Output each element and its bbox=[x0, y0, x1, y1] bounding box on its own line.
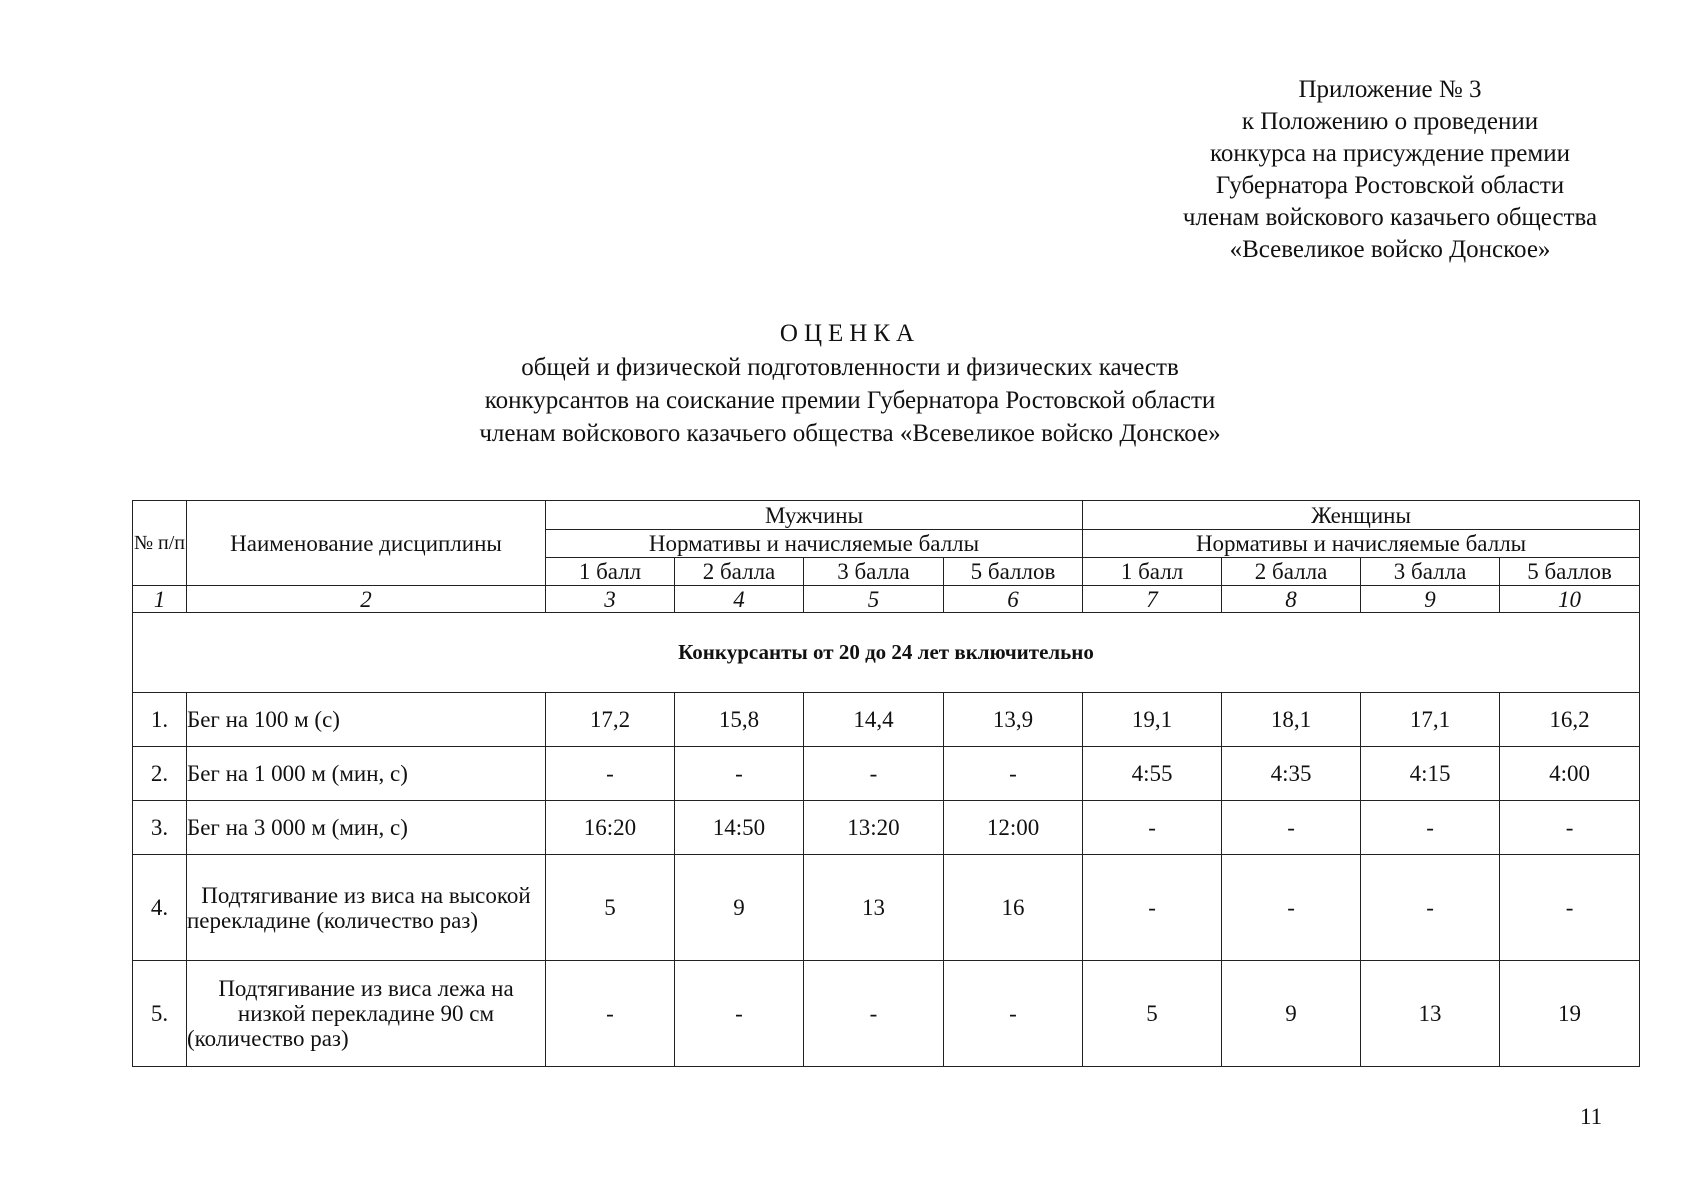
appendix-line: членам войскового казачьего общества bbox=[1182, 204, 1598, 231]
header-points-cell: 3 балла bbox=[804, 558, 944, 586]
discipline-name: Подтягивание из виса лежа на низкой перекладине 90 см (количество раз) bbox=[187, 961, 546, 1067]
header-norms-men: Нормативы и начисляемые баллы bbox=[546, 530, 1083, 558]
value-cell: 17,2 bbox=[546, 693, 675, 747]
value-cell: 13,9 bbox=[944, 693, 1083, 747]
value-cell: - bbox=[944, 961, 1083, 1067]
value-cell: 5 bbox=[1083, 961, 1222, 1067]
value-cell: 14,4 bbox=[804, 693, 944, 747]
header-discipline: Наименование дисциплины bbox=[187, 501, 546, 586]
norms-table bbox=[132, 500, 1640, 1067]
table-row bbox=[133, 855, 1640, 961]
value-cell: - bbox=[1083, 855, 1222, 961]
value-cell: - bbox=[944, 747, 1083, 801]
value-cell: - bbox=[546, 747, 675, 801]
header-points-cell: 2 балла bbox=[675, 558, 804, 586]
value-cell: - bbox=[804, 961, 944, 1067]
value-cell: 4:55 bbox=[1083, 747, 1222, 801]
row-number: 5. bbox=[133, 961, 187, 1067]
header-points-cell: 3 балла bbox=[1361, 558, 1500, 586]
page-number: 11 bbox=[1580, 1104, 1603, 1129]
value-cell: 19,1 bbox=[1083, 693, 1222, 747]
column-number: 5 bbox=[804, 586, 944, 613]
column-number: 6 bbox=[944, 586, 1083, 613]
row-number: 2. bbox=[133, 747, 187, 801]
subtitle-line: общей и физической подготовленности и физических качеств bbox=[521, 354, 1179, 381]
header-points-cell: 5 баллов bbox=[1500, 558, 1640, 586]
value-cell: 9 bbox=[675, 855, 804, 961]
value-cell: 13:20 bbox=[804, 801, 944, 855]
value-cell: 4:35 bbox=[1222, 747, 1361, 801]
value-cell: - bbox=[1083, 801, 1222, 855]
document-heading bbox=[200, 317, 1500, 450]
column-numbers-row bbox=[133, 586, 1640, 613]
header-points-cell: 5 баллов bbox=[944, 558, 1083, 586]
appendix-line: Губернатора Ростовской области bbox=[1215, 172, 1565, 199]
column-number: 7 bbox=[1083, 586, 1222, 613]
value-cell: 4:15 bbox=[1361, 747, 1500, 801]
appendix-header bbox=[1140, 74, 1640, 266]
value-cell: - bbox=[1361, 801, 1500, 855]
column-number: 10 bbox=[1500, 586, 1640, 613]
value-cell: 4:00 bbox=[1500, 747, 1640, 801]
value-cell: 16:20 bbox=[546, 801, 675, 855]
value-cell: 13 bbox=[1361, 961, 1500, 1067]
value-cell: - bbox=[1500, 855, 1640, 961]
value-cell: - bbox=[1222, 855, 1361, 961]
value-cell: 18,1 bbox=[1222, 693, 1361, 747]
value-cell: - bbox=[1500, 801, 1640, 855]
column-number: 3 bbox=[546, 586, 675, 613]
appendix-line: к Положению о проведении bbox=[1241, 108, 1539, 135]
table-row bbox=[133, 747, 1640, 801]
header-points-cell: 1 балл bbox=[546, 558, 675, 586]
table-row bbox=[133, 961, 1640, 1067]
value-cell: - bbox=[804, 747, 944, 801]
appendix-line: конкурса на присуждение премии bbox=[1210, 140, 1570, 167]
value-cell: - bbox=[546, 961, 675, 1067]
value-cell: 17,1 bbox=[1361, 693, 1500, 747]
subtitle-line: членам войскового казачьего общества «Всевеликое войско Донское» bbox=[479, 420, 1221, 447]
discipline-name: Бег на 100 м (с) bbox=[187, 693, 546, 747]
value-cell: - bbox=[1222, 801, 1361, 855]
discipline-name: Бег на 1 000 м (мин, с) bbox=[187, 747, 546, 801]
header-men: Мужчины bbox=[546, 501, 1083, 530]
value-cell: 13 bbox=[804, 855, 944, 961]
header-norms-women: Нормативы и начисляемые баллы bbox=[1083, 530, 1640, 558]
column-number: 8 bbox=[1222, 586, 1361, 613]
value-cell: 15,8 bbox=[675, 693, 804, 747]
value-cell: - bbox=[675, 961, 804, 1067]
value-cell: 16 bbox=[944, 855, 1083, 961]
header-points-cell: 1 балл bbox=[1083, 558, 1222, 586]
appendix-line: Приложение № 3 bbox=[1298, 76, 1482, 103]
row-number: 4. bbox=[133, 855, 187, 961]
column-number: 4 bbox=[675, 586, 804, 613]
row-number: 1. bbox=[133, 693, 187, 747]
header-points-cell: 2 балла bbox=[1222, 558, 1361, 586]
appendix-line: «Всевеликое войско Донское» bbox=[1229, 236, 1551, 263]
value-cell: - bbox=[675, 747, 804, 801]
value-cell: 16,2 bbox=[1500, 693, 1640, 747]
subtitle-line: конкурсантов на соискание премии Губернатора Ростовской области bbox=[484, 387, 1216, 414]
document-title: ОЦЕНКА bbox=[779, 320, 921, 347]
header-row-groups bbox=[133, 501, 1640, 530]
value-cell: - bbox=[1361, 855, 1500, 961]
value-cell: 9 bbox=[1222, 961, 1361, 1067]
value-cell: 14:50 bbox=[675, 801, 804, 855]
value-cell: 12:00 bbox=[944, 801, 1083, 855]
column-number: 2 bbox=[187, 586, 546, 613]
header-women: Женщины bbox=[1083, 501, 1640, 530]
table-row bbox=[133, 801, 1640, 855]
column-number: 1 bbox=[133, 586, 187, 613]
section-row bbox=[133, 613, 1640, 693]
discipline-name: Бег на 3 000 м (мин, с) bbox=[187, 801, 546, 855]
table-row bbox=[133, 693, 1640, 747]
row-number: 3. bbox=[133, 801, 187, 855]
header-number: № п/п bbox=[133, 501, 187, 586]
section-title: Конкурсанты от 20 до 24 лет включительно bbox=[133, 613, 1640, 693]
value-cell: 19 bbox=[1500, 961, 1640, 1067]
discipline-name: Подтягивание из виса на высокой перекладине (количество раз) bbox=[187, 855, 546, 961]
column-number: 9 bbox=[1361, 586, 1500, 613]
value-cell: 5 bbox=[546, 855, 675, 961]
